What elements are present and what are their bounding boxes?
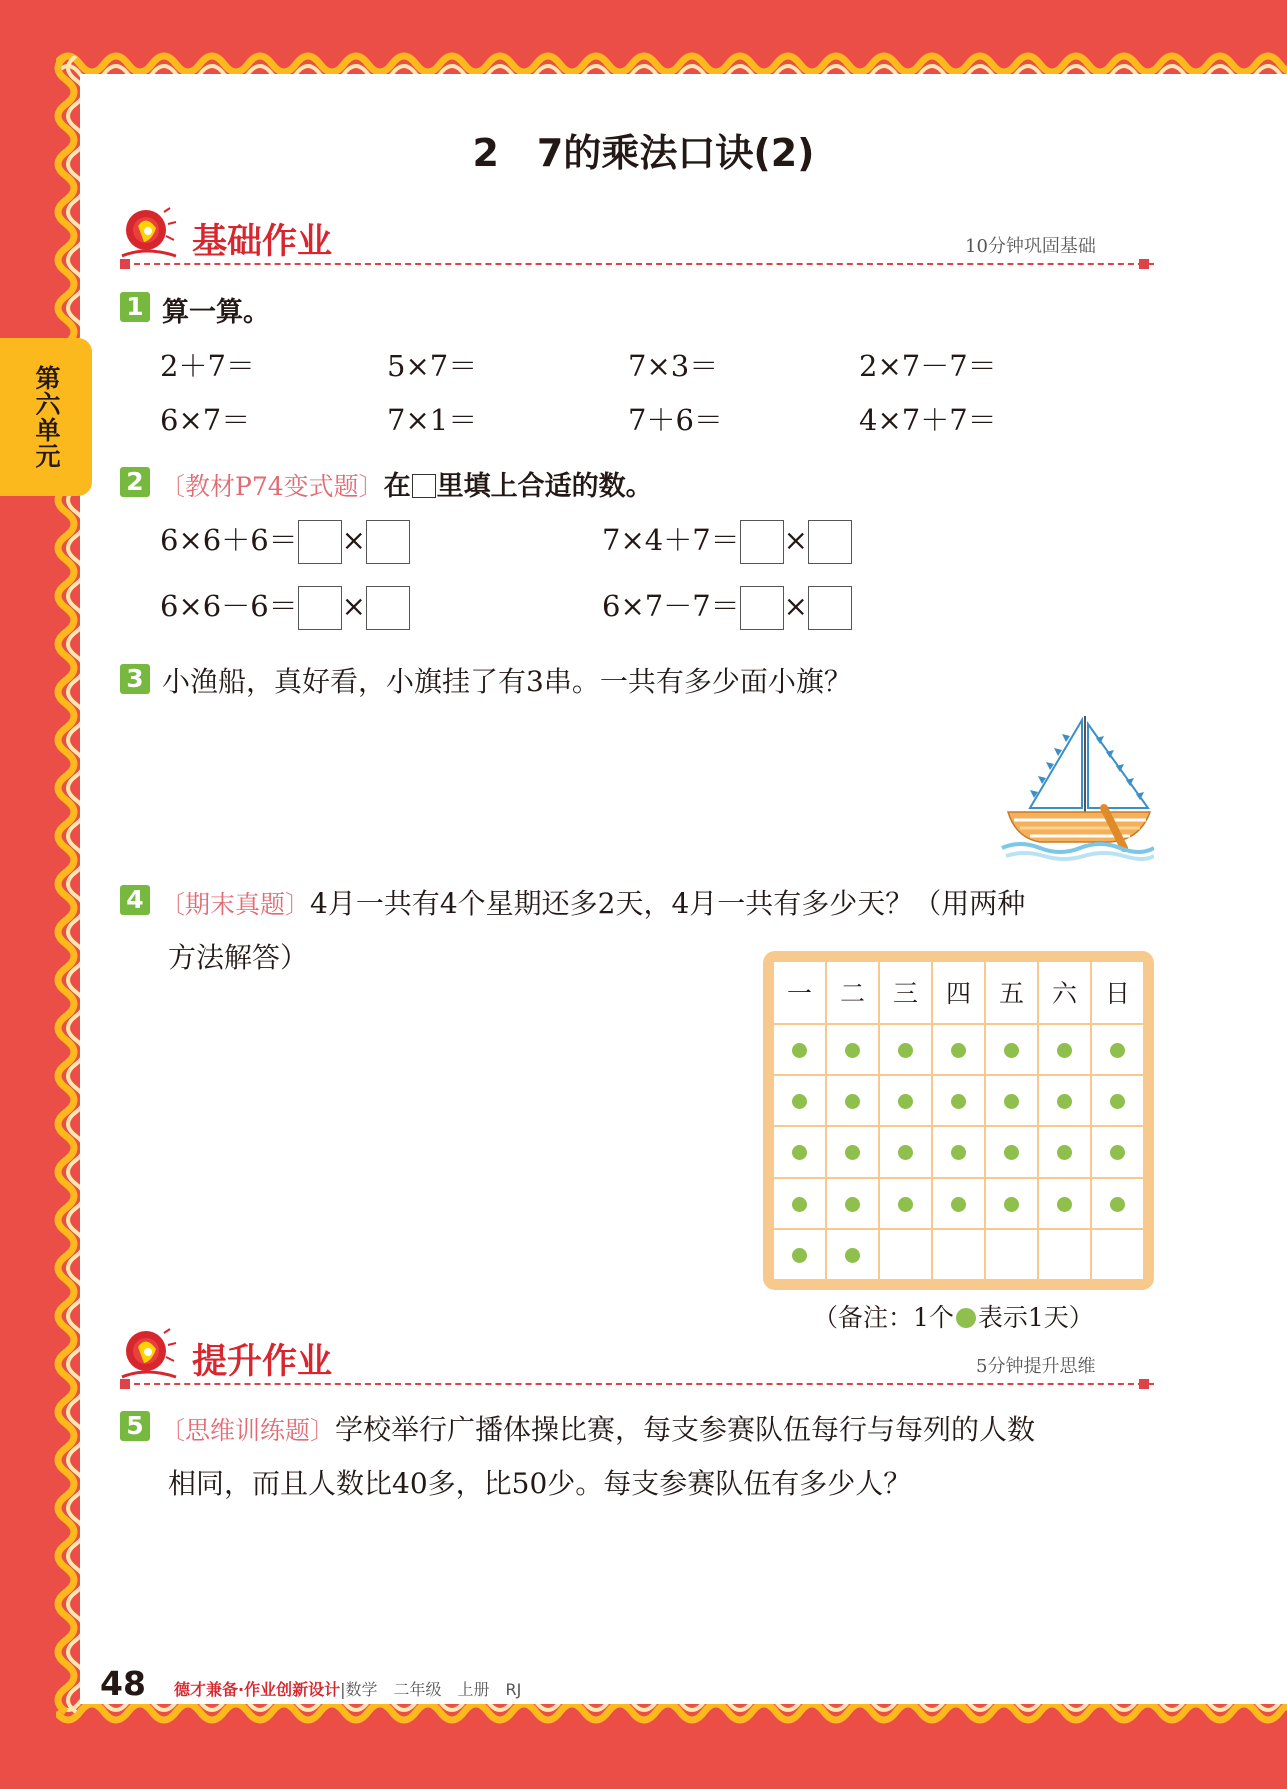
calendar-weekday: 日	[1091, 961, 1144, 1024]
calendar-cell	[932, 1024, 985, 1075]
lightbulb-icon	[116, 1327, 180, 1383]
calendar-legend	[813, 1298, 1094, 1334]
calendar-week-row	[773, 1178, 1144, 1229]
question-2-number: 2	[120, 467, 150, 497]
day-dot-icon	[1057, 1043, 1072, 1058]
question-4-text-line2: 方法解答）	[168, 941, 309, 974]
section-advanced-label: 提升作业	[192, 1342, 333, 1382]
calendar-cell	[773, 1178, 826, 1229]
day-dot-icon	[898, 1094, 913, 1109]
question-1-number: 1	[120, 292, 150, 322]
answer-box[interactable]	[740, 520, 784, 564]
answer-box[interactable]	[366, 520, 410, 564]
day-dot-icon	[792, 1145, 807, 1160]
day-dot-icon	[1110, 1145, 1125, 1160]
calendar-cell	[932, 1229, 985, 1280]
calendar-cell	[985, 1126, 1038, 1177]
day-dot-icon	[845, 1043, 860, 1058]
day-dot-icon	[1057, 1197, 1072, 1212]
day-dot-icon	[792, 1094, 807, 1109]
q1-expr-6: 7×1＝	[387, 403, 478, 437]
calendar-cell	[985, 1229, 1038, 1280]
question-1-prompt: 算一算。	[162, 297, 270, 328]
day-dot-icon	[792, 1248, 807, 1263]
day-dot-icon	[1004, 1094, 1019, 1109]
day-dot-icon	[1110, 1094, 1125, 1109]
day-dot-icon	[792, 1197, 807, 1212]
answer-box[interactable]	[298, 586, 342, 630]
day-dot-icon	[1110, 1197, 1125, 1212]
calendar-cell	[773, 1126, 826, 1177]
times-sign: ×	[341, 523, 366, 557]
question-5-prompt	[160, 1408, 1035, 1448]
day-dot-icon	[898, 1197, 913, 1212]
section-basic-label: 基础作业	[192, 222, 333, 262]
q2-row-1-left	[160, 518, 410, 564]
page-title: 2 7的乘法口诀(2)	[472, 131, 815, 175]
calendar-cell	[932, 1178, 985, 1229]
calendar-weekday: 六	[1038, 961, 1091, 1024]
divider-end-right	[1139, 259, 1149, 269]
unit-tab-label: 第六单元	[32, 365, 61, 469]
day-dot-icon	[1057, 1145, 1072, 1160]
calendar-cell	[879, 1075, 932, 1126]
day-dot-icon	[1004, 1145, 1019, 1160]
calendar-cell	[932, 1126, 985, 1177]
calendar-cell	[985, 1075, 1038, 1126]
day-dot-icon	[792, 1043, 807, 1058]
question-2-tag: 〔教材P74变式题〕	[160, 472, 384, 501]
calendar-week-row	[773, 1229, 1144, 1280]
question-5-tag: 〔思维训练题〕	[160, 1416, 336, 1445]
legend-text-before: （备注：1个	[813, 1303, 954, 1332]
section-basic-divider	[124, 263, 1154, 265]
day-dot-icon	[845, 1145, 860, 1160]
divider-end-left	[120, 1379, 130, 1389]
calendar-week-row	[773, 1126, 1144, 1177]
question-2-prompt	[160, 464, 653, 503]
calendar-weekday: 二	[826, 961, 879, 1024]
question-4-text: 4月一共有4个星期还多2天，4月一共有多少天？（用两种	[310, 887, 1026, 920]
answer-box[interactable]	[740, 586, 784, 630]
calendar-cell	[826, 1075, 879, 1126]
q1-expr-1: 2＋7＝	[160, 349, 255, 383]
section-basic-note: 10分钟巩固基础	[965, 236, 1096, 257]
footer-series: 德才兼备·作业创新设计	[174, 1680, 341, 1699]
question-4-tag: 〔期末真题〕	[160, 890, 311, 919]
q2-left-expr-1: 6×6＋6＝	[160, 523, 298, 557]
answer-box[interactable]	[808, 520, 852, 564]
q1-expr-2: 5×7＝	[387, 349, 478, 383]
calendar-cell	[773, 1075, 826, 1126]
calendar-grid	[763, 951, 1154, 1290]
calendar-cell	[773, 1229, 826, 1280]
calendar-weekday: 四	[932, 961, 985, 1024]
q2-text-before: 在	[383, 471, 411, 502]
lightbulb-icon	[116, 206, 180, 262]
day-dot-icon	[951, 1043, 966, 1058]
q1-expr-4: 2×7－7＝	[859, 349, 997, 383]
calendar-cell	[1038, 1024, 1091, 1075]
times-sign: ×	[783, 523, 808, 557]
calendar-cell	[826, 1178, 879, 1229]
question-5-text-line2: 相同，而且人数比40多，比50少。每支参赛队伍有多少人？	[168, 1467, 912, 1500]
calendar-week-row	[773, 1075, 1144, 1126]
q2-text-after: 里填上合适的数。	[436, 471, 653, 502]
q2-left-expr-2: 6×6－6＝	[160, 589, 298, 623]
day-dot-icon	[951, 1094, 966, 1109]
times-sign: ×	[341, 589, 366, 623]
day-dot-icon	[951, 1145, 966, 1160]
question-3-prompt: 小渔船，真好看，小旗挂了有3串。一共有多少面小旗？	[162, 665, 852, 698]
question-4-prompt	[160, 882, 1025, 922]
divider-end-right	[1139, 1379, 1149, 1389]
calendar-weekday: 一	[773, 961, 826, 1024]
q2-row-2-left	[160, 584, 410, 630]
day-dot-icon	[956, 1308, 976, 1328]
q2-row-2-right	[602, 584, 852, 630]
calendar-weekday: 五	[985, 961, 1038, 1024]
sailboat-icon	[1000, 716, 1154, 862]
question-5-text: 学校举行广播体操比赛，每支参赛队伍每行与每列的人数	[335, 1413, 1036, 1446]
unit-tab	[0, 338, 92, 496]
calendar-cell	[773, 1024, 826, 1075]
q2-row-1-right	[602, 518, 852, 564]
answer-box[interactable]	[298, 520, 342, 564]
calendar-cell	[879, 1126, 932, 1177]
day-dot-icon	[1110, 1043, 1125, 1058]
calendar-cell	[879, 1229, 932, 1280]
q2-right-expr-1: 7×4＋7＝	[602, 523, 740, 557]
day-dot-icon	[845, 1094, 860, 1109]
calendar-cell	[826, 1229, 879, 1280]
section-advanced-divider	[124, 1383, 1154, 1385]
footer-course: |数学 二年级 上册 RJ	[340, 1680, 522, 1699]
legend-text-after: 表示1天）	[977, 1303, 1094, 1332]
q1-expr-5: 6×7＝	[160, 403, 251, 437]
q1-expr-7: 7＋6＝	[628, 403, 723, 437]
calendar-cell	[985, 1178, 1038, 1229]
divider-end-left	[120, 259, 130, 269]
calendar-cell	[1091, 1178, 1144, 1229]
footer-info	[174, 1677, 521, 1700]
question-3-number: 3	[120, 664, 150, 694]
day-dot-icon	[845, 1197, 860, 1212]
question-4-number: 4	[120, 885, 150, 915]
calendar-cell	[1038, 1178, 1091, 1229]
section-advanced-note: 5分钟提升思维	[976, 1356, 1096, 1377]
day-dot-icon	[898, 1145, 913, 1160]
day-dot-icon	[898, 1043, 913, 1058]
calendar-weekday: 三	[879, 961, 932, 1024]
q2-right-expr-2: 6×7－7＝	[602, 589, 740, 623]
calendar-cell	[826, 1126, 879, 1177]
calendar-cell	[879, 1178, 932, 1229]
calendar-cell	[1038, 1229, 1091, 1280]
answer-box[interactable]	[366, 586, 410, 630]
answer-box[interactable]	[808, 586, 852, 630]
answer-box-symbol	[412, 474, 436, 498]
day-dot-icon	[951, 1197, 966, 1212]
q1-expr-3: 7×3＝	[628, 349, 719, 383]
calendar-cell	[1091, 1024, 1144, 1075]
calendar-header-row	[773, 961, 1144, 1024]
day-dot-icon	[1057, 1094, 1072, 1109]
day-dot-icon	[1004, 1197, 1019, 1212]
calendar-cell	[1038, 1126, 1091, 1177]
calendar-cell	[1038, 1075, 1091, 1126]
page-number: 48	[100, 1664, 146, 1703]
calendar-cell	[879, 1024, 932, 1075]
calendar-week-row	[773, 1024, 1144, 1075]
calendar-cell	[1091, 1229, 1144, 1280]
question-5-number: 5	[120, 1411, 150, 1441]
calendar-cell	[1091, 1075, 1144, 1126]
calendar-cell	[826, 1024, 879, 1075]
day-dot-icon	[1004, 1043, 1019, 1058]
calendar-cell	[932, 1075, 985, 1126]
day-dot-icon	[845, 1248, 860, 1263]
q1-expr-8: 4×7＋7＝	[859, 403, 997, 437]
times-sign: ×	[783, 589, 808, 623]
calendar-cell	[1091, 1126, 1144, 1177]
calendar-cell	[985, 1024, 1038, 1075]
